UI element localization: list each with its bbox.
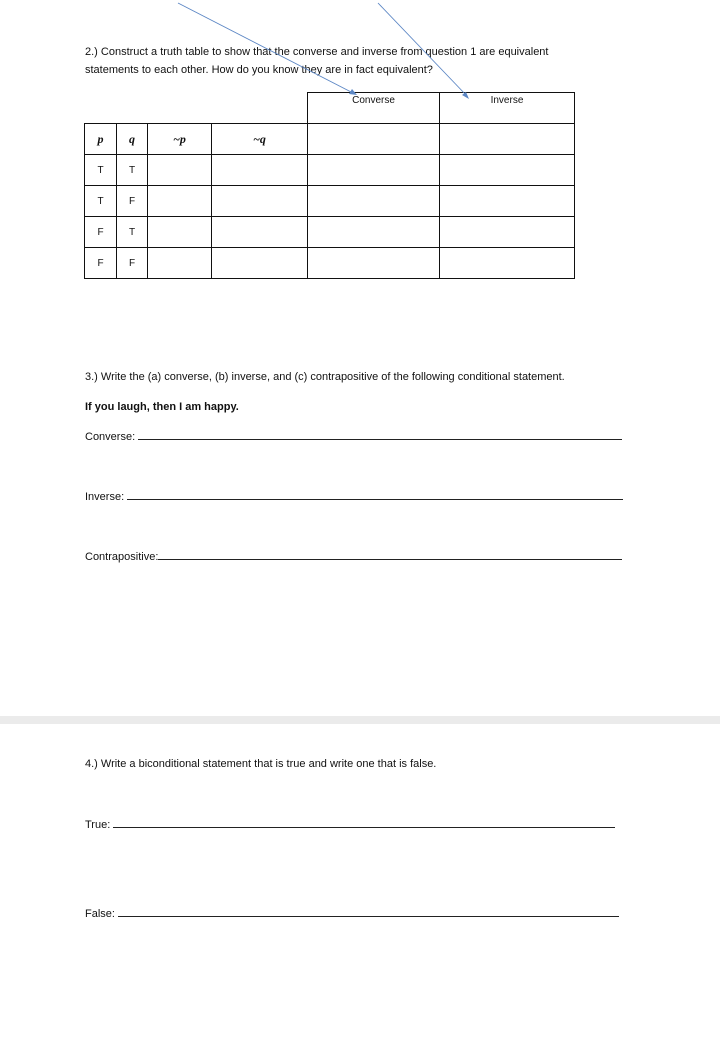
cell-not-q[interactable] <box>211 216 308 248</box>
false-answer-row <box>85 907 619 920</box>
cell-q: F <box>116 185 148 217</box>
contrapositive-answer-line[interactable] <box>158 550 622 560</box>
q4-prompt: 4.) Write a biconditional statement that is true and write one that is false. <box>85 758 437 770</box>
converse-label: Converse: <box>85 431 136 443</box>
cell-not-q[interactable] <box>211 185 308 217</box>
converse-answer-line[interactable] <box>138 430 622 440</box>
contrapositive-label: Contrapositive: <box>85 551 159 563</box>
true-label: True: <box>85 819 111 831</box>
cell-q: F <box>116 247 148 279</box>
q2-line2: statements to each other. How do you know they are in fact equivalent? <box>85 64 433 76</box>
cell-converse-header-blank[interactable] <box>307 123 440 155</box>
cell-q: T <box>116 154 148 186</box>
cell-inverse[interactable] <box>439 247 575 279</box>
cell-not-p[interactable] <box>147 247 212 279</box>
false-label: False: <box>85 908 115 920</box>
cell-not-p[interactable] <box>147 154 212 186</box>
header-converse-label: Converse <box>352 95 395 106</box>
cell-p: T <box>84 185 117 217</box>
cell-converse[interactable] <box>307 185 440 217</box>
page-break <box>0 716 720 724</box>
cell-inverse[interactable] <box>439 185 575 217</box>
cell-q: T <box>116 216 148 248</box>
cell-not-p[interactable] <box>147 185 212 217</box>
inverse-label: Inverse: <box>85 491 125 503</box>
true-answer-row <box>85 818 615 831</box>
true-answer-line[interactable] <box>113 818 615 828</box>
header-not-q: ~q <box>211 123 308 155</box>
cell-not-q[interactable] <box>211 247 308 279</box>
q3-statement: If you laugh, then I am happy. <box>85 401 239 413</box>
false-answer-line[interactable] <box>118 907 619 917</box>
cell-not-p[interactable] <box>147 216 212 248</box>
cell-not-q[interactable] <box>211 154 308 186</box>
q2-line1: 2.) Construct a truth table to show that the converse and inverse from question 1 are equivalent <box>85 46 549 58</box>
cell-inverse[interactable] <box>439 154 575 186</box>
inverse-answer-line[interactable] <box>127 490 623 500</box>
contrapositive-answer-row <box>85 550 622 563</box>
arrow-to-converse-line <box>178 3 355 94</box>
q3-prompt: 3.) Write the (a) converse, (b) inverse, and (c) contrapositive of the following conditional statement. <box>85 371 565 383</box>
arrow-head-converse-icon <box>349 89 357 95</box>
cell-converse[interactable] <box>307 247 440 279</box>
header-q: q <box>116 123 148 155</box>
cell-p: F <box>84 247 117 279</box>
cell-inverse-header-blank[interactable] <box>439 123 575 155</box>
annotation-arrows <box>0 0 720 120</box>
cell-inverse[interactable] <box>439 216 575 248</box>
converse-answer-row <box>85 430 622 443</box>
inverse-answer-row <box>85 490 623 503</box>
cell-converse[interactable] <box>307 216 440 248</box>
header-not-p: ~p <box>147 123 212 155</box>
arrow-head-inverse-icon <box>462 92 469 99</box>
cell-converse[interactable] <box>307 154 440 186</box>
arrow-to-inverse-line <box>378 3 467 96</box>
cell-p: T <box>84 154 117 186</box>
header-p: p <box>84 123 117 155</box>
cell-p: F <box>84 216 117 248</box>
header-inverse-label: Inverse <box>490 95 524 106</box>
